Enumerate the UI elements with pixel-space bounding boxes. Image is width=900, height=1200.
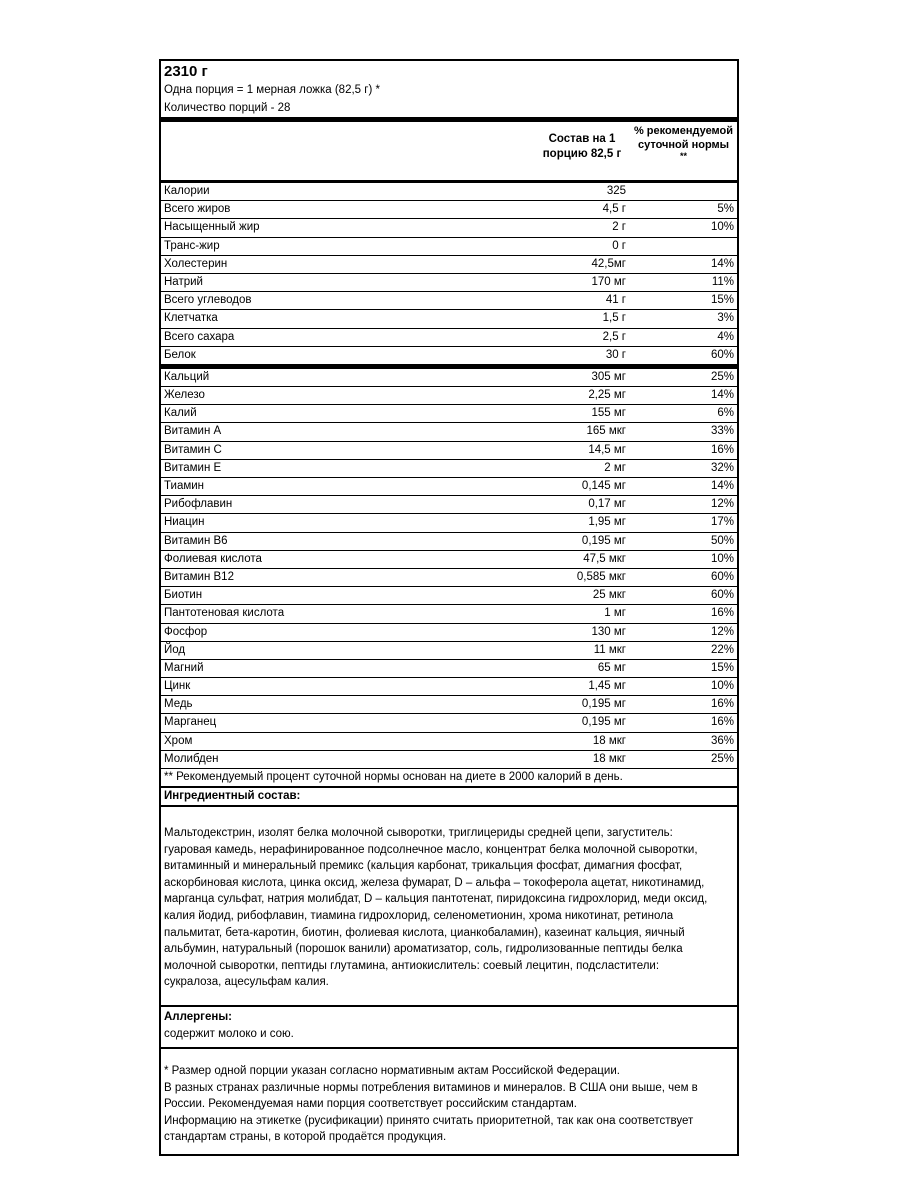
nutrient-amount: 0,195 мг — [581, 716, 626, 729]
table-row — [161, 256, 737, 274]
nutrient-name: Кальций — [164, 370, 210, 383]
regulatory-notes: * Размер одной порции указан согласно нормативным актам Российской Федерации. В разных странах различные нормы потребления витаминов и минералов. В США они выше, чем в России. Рекомендуемая нами порция соответствует российским стандартам. Информацию на этикетке (русификации) принято считать приоритетной, так как она соответствует стандартам страны, в которой продаётся продукция. — [164, 1064, 698, 1144]
table-row — [161, 660, 737, 678]
nutrient-name: Фолиевая кислота — [164, 552, 262, 565]
nutrient-amount: 4,5 г — [602, 203, 626, 216]
nutrient-percent: 10% — [710, 221, 734, 234]
percent-column-stars: ** — [679, 151, 687, 161]
minerals-table — [161, 369, 737, 769]
nutrient-amount: 1,45 мг — [588, 680, 626, 693]
table-row — [161, 201, 737, 219]
servings-count: Количество порций - 28 — [164, 102, 291, 114]
nutrient-name: Витамин А — [164, 425, 222, 438]
nutrient-amount: 130 мг — [591, 625, 626, 638]
table-row — [161, 369, 737, 387]
nutrient-name: Калории — [164, 185, 210, 197]
table-row — [161, 405, 737, 423]
column-headers — [161, 122, 737, 183]
nutrient-percent: 16% — [710, 716, 734, 729]
nutrient-name: Медь — [164, 698, 193, 711]
nutrient-amount: 0,195 мг — [581, 698, 626, 711]
nutrient-percent: 5% — [717, 203, 734, 216]
nutrient-amount: 305 мг — [591, 370, 626, 383]
nutrient-amount: 18 мкг — [592, 752, 626, 765]
nutrient-amount: 170 мг — [591, 275, 626, 288]
nutrient-percent: 60% — [710, 348, 734, 361]
nutrient-percent: 33% — [710, 425, 734, 438]
nutrient-name: Цинк — [164, 680, 191, 693]
table-row — [161, 569, 737, 587]
nutrient-amount: 1,5 г — [602, 312, 626, 325]
nutrient-percent: 50% — [710, 534, 734, 547]
ingredients-heading: Ингредиентный состав: — [161, 788, 737, 807]
table-row — [161, 624, 737, 642]
nutrient-amount: 2,25 мг — [588, 389, 626, 402]
table-row — [161, 183, 737, 201]
nutrient-name: Витамин Е — [164, 461, 222, 474]
nutrient-amount: 47,5 мкг — [583, 552, 626, 565]
table-row — [161, 533, 737, 551]
nutrient-name: Натрий — [164, 275, 203, 288]
nutrient-amount: 0,585 мкг — [576, 570, 626, 583]
nutrient-amount: 325 — [606, 185, 626, 197]
table-row — [161, 238, 737, 256]
table-row — [161, 714, 737, 732]
net-weight: 2310 г — [164, 63, 208, 80]
nutrient-percent: 36% — [710, 734, 734, 747]
serving-size: Одна порция = 1 мерная ложка (82,5 г) * — [164, 84, 380, 96]
nutrient-percent: 14% — [710, 257, 734, 270]
nutrient-amount: 165 мкг — [586, 425, 626, 438]
nutrient-percent: 6% — [717, 407, 734, 420]
nutrient-percent: 17% — [710, 516, 734, 529]
table-row — [161, 496, 737, 514]
table-row — [161, 423, 737, 441]
table-row — [161, 696, 737, 714]
nutrient-percent: 14% — [710, 480, 734, 492]
label-header — [161, 61, 737, 122]
nutrient-name: Клетчатка — [164, 312, 218, 325]
nutrient-name: Биотин — [164, 589, 203, 602]
nutrient-amount: 0 г — [612, 239, 626, 252]
nutrient-amount: 0,145 мг — [581, 480, 626, 492]
nutrient-name: Рибофлавин — [164, 498, 233, 511]
nutrient-amount: 42,5мг — [591, 257, 626, 270]
nutrient-amount: 155 мг — [591, 407, 626, 420]
nutrient-name: Всего сахара — [164, 330, 235, 343]
table-row — [161, 292, 737, 310]
table-row — [161, 387, 737, 405]
nutrient-percent: 12% — [710, 498, 734, 511]
nutrient-name: Хром — [164, 734, 193, 747]
nutrient-name: Марганец — [164, 716, 217, 729]
nutrient-percent: 11% — [711, 275, 734, 288]
nutrient-percent: 15% — [710, 661, 734, 674]
table-row — [161, 329, 737, 347]
nutrient-name: Фосфор — [164, 625, 208, 638]
nutrients-table — [161, 183, 737, 369]
nutrient-amount: 1,95 мг — [588, 516, 626, 529]
nutrient-name: Всего жиров — [164, 203, 231, 216]
table-row — [161, 642, 737, 660]
nutrient-percent: 25% — [710, 752, 734, 765]
nutrient-amount: 14,5 мг — [588, 443, 626, 456]
nutrient-amount: 25 мкг — [592, 589, 626, 602]
nutrient-percent — [630, 238, 737, 255]
allergens-text: содержит молоко и сою. — [161, 1026, 737, 1049]
nutrient-name: Насыщенный жир — [164, 221, 260, 234]
nutrient-amount: 18 мкг — [592, 734, 626, 747]
nutrient-percent: 22% — [710, 643, 734, 656]
table-row — [161, 310, 737, 328]
nutrient-name: Всего углеводов — [164, 294, 252, 307]
nutrient-amount: 2 г — [612, 221, 626, 234]
nutrient-name: Транс-жир — [164, 239, 220, 252]
nutrient-percent: 16% — [710, 698, 734, 711]
percent-column-header — [630, 122, 737, 180]
nutrient-percent: 15% — [710, 294, 734, 307]
nutrient-amount: 1 мг — [604, 607, 626, 620]
table-row — [161, 751, 737, 769]
nutrient-amount: 65 мг — [597, 661, 626, 674]
nutrient-name: Магний — [164, 661, 204, 674]
nutrient-percent: 60% — [710, 589, 734, 602]
table-row — [161, 478, 737, 496]
nutrient-percent: 10% — [710, 552, 734, 565]
table-row — [161, 347, 737, 369]
nutrient-percent: 32% — [710, 461, 734, 474]
nutrient-name: Белок — [164, 348, 196, 361]
nutrition-label — [159, 59, 739, 1156]
nutrient-percent: 12% — [710, 625, 734, 638]
nutrient-name: Витамин В6 — [164, 534, 228, 547]
table-row — [161, 551, 737, 569]
amount-column-header: Состав на 1 порцию 82,5 г — [542, 133, 622, 160]
table-row — [161, 514, 737, 532]
table-row — [161, 219, 737, 237]
nutrient-amount: 2 мг — [604, 461, 626, 474]
nutrient-name: Молибден — [164, 752, 219, 765]
daily-value-footnote: ** Рекомендуемый процент суточной нормы основан на диете в 2000 калорий в день. — [161, 769, 737, 788]
nutrient-name: Тиамин — [164, 480, 205, 492]
allergens-heading: Аллергены: — [164, 1010, 232, 1023]
nutrient-name: Холестерин — [164, 257, 228, 270]
table-row — [161, 587, 737, 605]
nutrient-amount: 11 мкг — [593, 643, 626, 656]
nutrient-percent: 25% — [710, 370, 734, 383]
nutrient-name: Ниацин — [164, 516, 205, 529]
table-row — [161, 733, 737, 751]
nutrient-amount: 2,5 г — [602, 330, 626, 343]
percent-column-title: % рекомендуемой суточной нормы — [633, 125, 734, 151]
nutrient-percent: 60% — [710, 570, 734, 583]
nutrient-amount: 0,195 мг — [581, 534, 626, 547]
ingredients-text: Мальтодекстрин, изолят белка молочной сыворотки, триглицериды средней цепи, загуститель: гуаровая камедь, нерафинированное подсолнечное масло, концентрат белка молочной сыворотки, витаминный и минеральный премикс (кальция карбонат, трикальция фосфат, димагния фосфат, аскорбиновая кислота, цинка оксид, железа фумарат, D – альфа – токоферола ацетат, никотинамид, марганца сульфат, натрия молибдат, D – кальция пантотенат, пиридоксина гидрохлорид, меди оксид, калия йодид, рибофлавин, тиамина гидрохлорид, селенометионин, хрома никотинат, ретинола пальмитат, бета-каротин, биотин, фолиевая кислота, цианкобаламин), казеинат кальция, яичный альбумин, натуральный (порошок ванили) ароматизатор, соль, гидролизованные пептиды белка молочной сыворотки, пептиды глутамина, антиокислитель: соевый лецитин, подсластители: сукралоза, ацесульфам калия. — [161, 807, 737, 1007]
table-row — [161, 442, 737, 460]
table-row — [161, 605, 737, 623]
nutrient-percent: 3% — [717, 312, 734, 325]
table-row — [161, 274, 737, 292]
nutrient-percent: 14% — [710, 389, 734, 402]
nutrient-percent: 4% — [717, 330, 734, 343]
table-row — [161, 460, 737, 478]
table-row — [161, 678, 737, 696]
nutrient-percent: 16% — [710, 443, 734, 456]
nutrient-name: Калий — [164, 407, 197, 420]
nutrient-percent: 16% — [710, 607, 734, 620]
nutrient-name: Витамин В12 — [164, 570, 234, 583]
nutrient-name: Витамин С — [164, 443, 222, 456]
nutrient-amount: 30 г — [605, 348, 626, 361]
nutrient-amount: 0,17 мг — [588, 498, 626, 511]
nutrient-name: Йод — [164, 643, 186, 656]
nutrient-percent — [630, 183, 737, 200]
nutrient-name: Пантотеновая кислота — [164, 607, 285, 620]
nutrient-name: Железо — [164, 389, 205, 402]
nutrient-amount: 41 г — [605, 294, 626, 307]
nutrient-percent: 10% — [710, 680, 734, 693]
